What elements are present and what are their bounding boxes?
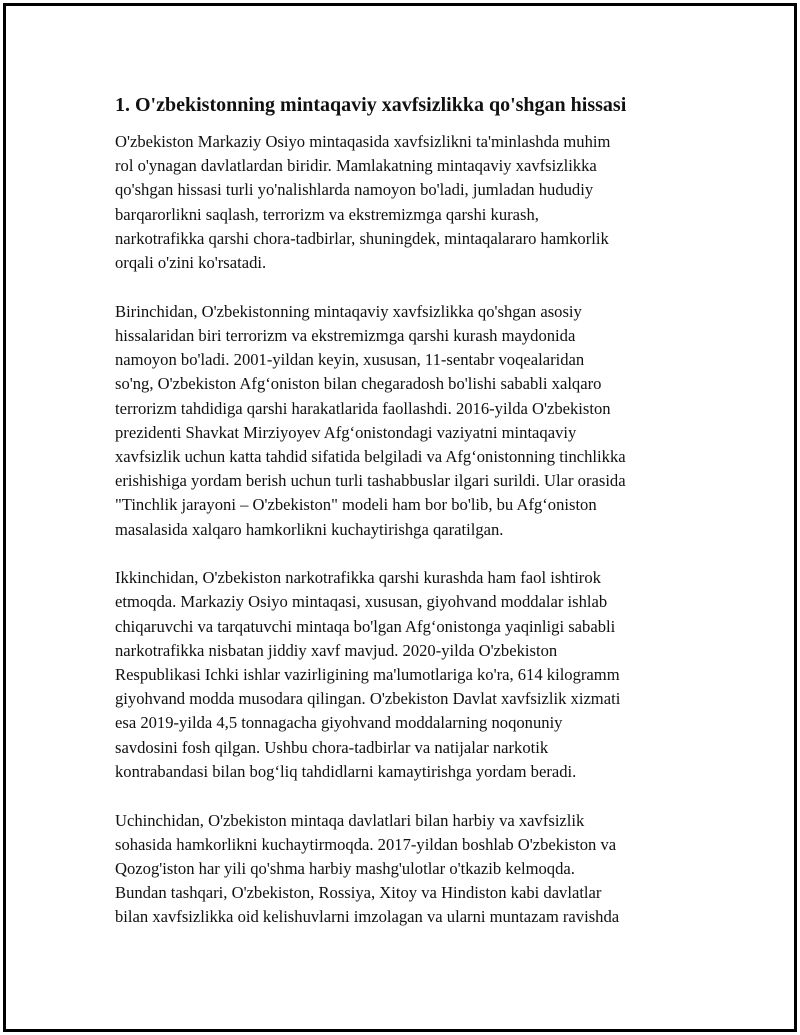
text-line: bilan xavfsizlikka oid kelishuvlarni imzolagan va ularni muntazam ravishda — [115, 907, 620, 927]
paragraph-intro — [115, 130, 690, 275]
text-line: chiqaruvchi va tarqatuvchi mintaqa bo'lgan Afg‘onistonga yaqinligi sababli — [115, 616, 616, 636]
text-line: giyohvand modda musodara qilingan. O'zbekiston Davlat xavfsizlik xizmati — [115, 689, 621, 709]
text-line: prezidenti Shavkat Mirziyoyev Afg‘onistondagi vaziyatni mintaqaviy — [115, 422, 577, 442]
text-line: Ikkinchidan, O'zbekiston narkotrafikka qarshi kurashda ham faol ishtirok — [115, 568, 601, 588]
text-line: qo'shgan hissasi turli yo'nalishlarda namoyon bo'ladi, jumladan hududiy — [115, 180, 594, 200]
text-line: narkotrafikka nisbatan jiddiy xavf mavjud. 2020-yilda O'zbekiston — [115, 640, 558, 660]
text-line: hissalaridan biri terrorizm va ekstremizmga qarshi kurash maydonida — [115, 325, 576, 345]
text-line: savdosini fosh qilgan. Ushbu chora-tadbirlar va natijalar narkotik — [115, 737, 549, 757]
text-line: esa 2019-yilda 4,5 tonnagacha giyohvand moddalarning noqonuniy — [115, 713, 563, 733]
text-line: Bundan tashqari, O'zbekiston, Rossiya, Xitoy va Hindiston kabi davlatlar — [115, 883, 602, 903]
text-line: Qozog'iston har yili qo'shma harbiy mashg'ulotlar o'tkazib kelmoqda. — [115, 858, 575, 878]
text-line: orqali o'zini ko'rsatadi. — [115, 253, 267, 273]
paragraph-second — [115, 566, 690, 784]
text-line: masalasida xalqaro hamkorlikni kuchaytirishga qaratilgan. — [115, 519, 504, 539]
document-body — [115, 90, 690, 954]
text-line: erishishiga yordam berish uchun turli tashabbuslar ilgari surildi. Ular orasida — [115, 471, 626, 491]
text-line: rol o'ynagan davlatlardan biridir. Mamlakatning mintaqaviy xavfsizlikka — [115, 156, 597, 176]
paragraph-third — [115, 809, 690, 930]
text-line: narkotrafikka qarshi chora-tadbirlar, shuningdek, mintaqalararo hamkorlik — [115, 228, 609, 248]
section-heading: 1. O'zbekistonning mintaqaviy xavfsizlikka qo'shgan hissasi — [115, 94, 627, 116]
text-line: kontrabandasi bilan bog‘liq tahdidlarni kamaytirishga yordam beradi. — [115, 761, 577, 781]
text-line: namoyon bo'ladi. 2001-yildan keyin, xususan, 11-sentabr voqealaridan — [115, 350, 585, 370]
paragraph-first — [115, 300, 690, 542]
text-line: xavfsizlik uchun katta tahdid sifatida belgiladi va Afg‘onistonning tinchlikka — [115, 446, 626, 466]
text-line: terrorizm tahdidiga qarshi harakatlarida faollashdi. 2016-yilda O'zbekiston — [115, 398, 611, 418]
text-line: "Tinchlik jarayoni – O'zbekiston" modeli ham bor bo'lib, bu Afg‘oniston — [115, 495, 597, 515]
text-line: Birinchidan, O'zbekistonning mintaqaviy xavfsizlikka qo'shgan asosiy — [115, 301, 582, 321]
text-line: Uchinchidan, O'zbekiston mintaqa davlatlari bilan harbiy va xavfsizlik — [115, 810, 585, 830]
text-line: etmoqda. Markaziy Osiyo mintaqasi, xususan, giyohvand moddalar ishlab — [115, 592, 608, 612]
text-line: sohasida hamkorlikni kuchaytirmoqda. 2017-yildan boshlab O'zbekiston va — [115, 834, 617, 854]
text-line: so'ng, O'zbekiston Afg‘oniston bilan chegaradosh bo'lishi sababli xalqaro — [115, 374, 602, 394]
text-line: Respublikasi Ichki ishlar vazirligining ma'lumotlariga ko'ra, 614 kilogramm — [115, 665, 620, 685]
text-line: barqarorlikni saqlash, terrorizm va ekstremizmga qarshi kurash, — [115, 204, 539, 224]
text-line: O'zbekiston Markaziy Osiyo mintaqasida xavfsizlikni ta'minlashda muhim — [115, 132, 611, 151]
